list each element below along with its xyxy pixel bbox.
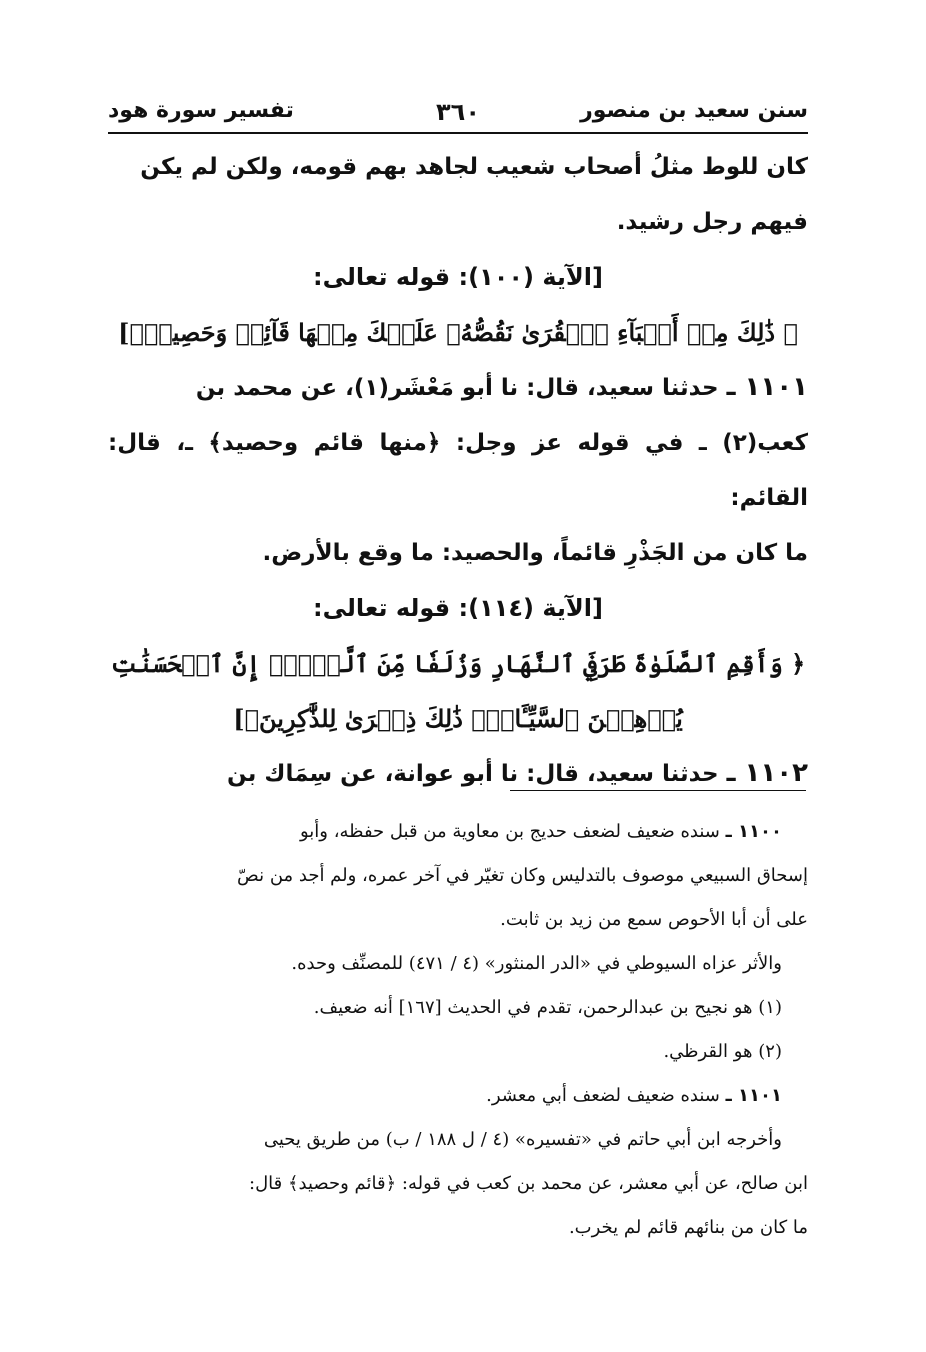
page-header: [108, 92, 808, 134]
hadith-text: حدثنا سعيد، قال: نا أبو مَعْشَر(١)، عن محمد بن: [195, 375, 719, 401]
hadith-text: كعب(٢) ـ في قوله عز وجل: ﴿منها قائم وحصيد﴾ ـ، قال: القائم:: [108, 430, 808, 511]
note-text: ما كان من بنائهم قائم لم يخرب.: [568, 1217, 808, 1238]
section-title: تفسير سورة هود: [108, 98, 294, 123]
quran-verse: ﴿ وَأَقِمِ ٱلصَّلَوٰةَ طَرَفَيِ ٱلنَّهَارِ وَزُلَفٗا مِّنَ ٱلَّيۡلِۚ إِنَّ ٱلۡحَسَنَٰتِ: [110, 649, 806, 678]
footnote-2: (٢) هو القرظي.: [663, 1041, 782, 1062]
hadith-number: ١١٠١ ـ: [726, 372, 808, 402]
note-number: ١١٠٠ ـ: [725, 821, 782, 842]
main-text: [108, 140, 808, 802]
footnote-1: (١) هو نجيح بن عبدالرحمن، تقدم في الحديث [١٦٧] أنه ضعيف.: [313, 997, 782, 1018]
page-number: ٣٦٠: [436, 98, 480, 126]
note-number: ١١٠١ ـ: [725, 1085, 782, 1106]
intro-line: فيهم رجل رشيد.: [616, 209, 808, 235]
hadith-1102: [108, 746, 808, 802]
note-text: وأخرجه ابن أبي حاتم في «تفسيره» (٤ / ل ١٨٨ / ب) من طريق يحيى: [263, 1129, 782, 1150]
hadith-number: ١١٠٢ ـ: [726, 758, 808, 788]
intro-line: كان للوط مثلُ أصحاب شعيب لجاهد بهم قومه، ولكن لم يكن: [140, 154, 808, 180]
hadith-text: ما كان من الجَذْرِ قائماً، والحصيد: ما وقع بالأرض.: [262, 540, 808, 566]
footnotes: [108, 810, 808, 1250]
note-text: ابن صالح، عن أبي معشر، عن محمد بن كعب في قوله: ﴿قائم وحصيد﴾ قال:: [249, 1173, 808, 1194]
note-1101: [108, 1074, 808, 1118]
hadith-text: حدثنا سعيد، قال: نا أبو عوانة، عن سِمَاك بن: [227, 761, 719, 787]
note-1100: [108, 810, 808, 854]
quran-verse: يُذۡهِبۡنَ ٱلسَّيِّـَٔاتِۚ ذَٰلِكَ ذِكۡرَىٰ لِلذَّٰكِرِينَ﴾]: [233, 704, 683, 733]
footnote-divider: [510, 790, 806, 791]
note-text: على أن أبا الأحوص سمع من زيد بن ثابت.: [500, 909, 808, 930]
quran-verse: ﴿ ذَٰلِكَ مِنۡ أَنۢبَآءِ ٱلۡقُرَىٰ نَقُصُّهُۥ عَلَيۡكَ مِنۡهَا قَآئِمٞ وَحَصِيدٞ﴾]: [118, 318, 798, 347]
note-text: سنده ضعيف لضعف أبي معشر.: [486, 1085, 720, 1106]
note-text: إسحاق السبيعي موصوف بالتدليس وكان تغيّر في آخر عمره، ولم أجد من نصّ: [237, 865, 808, 886]
ayah-heading: [الآية (١١٤): قوله تعالى:: [313, 594, 603, 622]
book-title: سنن سعيد بن منصور: [580, 98, 808, 123]
note-text: سنده ضعيف لضعف حديج بن معاوية من قبل حفظه، وأبو: [300, 821, 720, 842]
ayah-heading: [الآية (١٠٠): قوله تعالى:: [313, 263, 603, 291]
note-text: والأثر عزاه السيوطي في «الدر المنثور» (٤ / ٤٧١) للمصنِّف وحده.: [291, 953, 782, 974]
hadith-1101: [108, 360, 808, 416]
